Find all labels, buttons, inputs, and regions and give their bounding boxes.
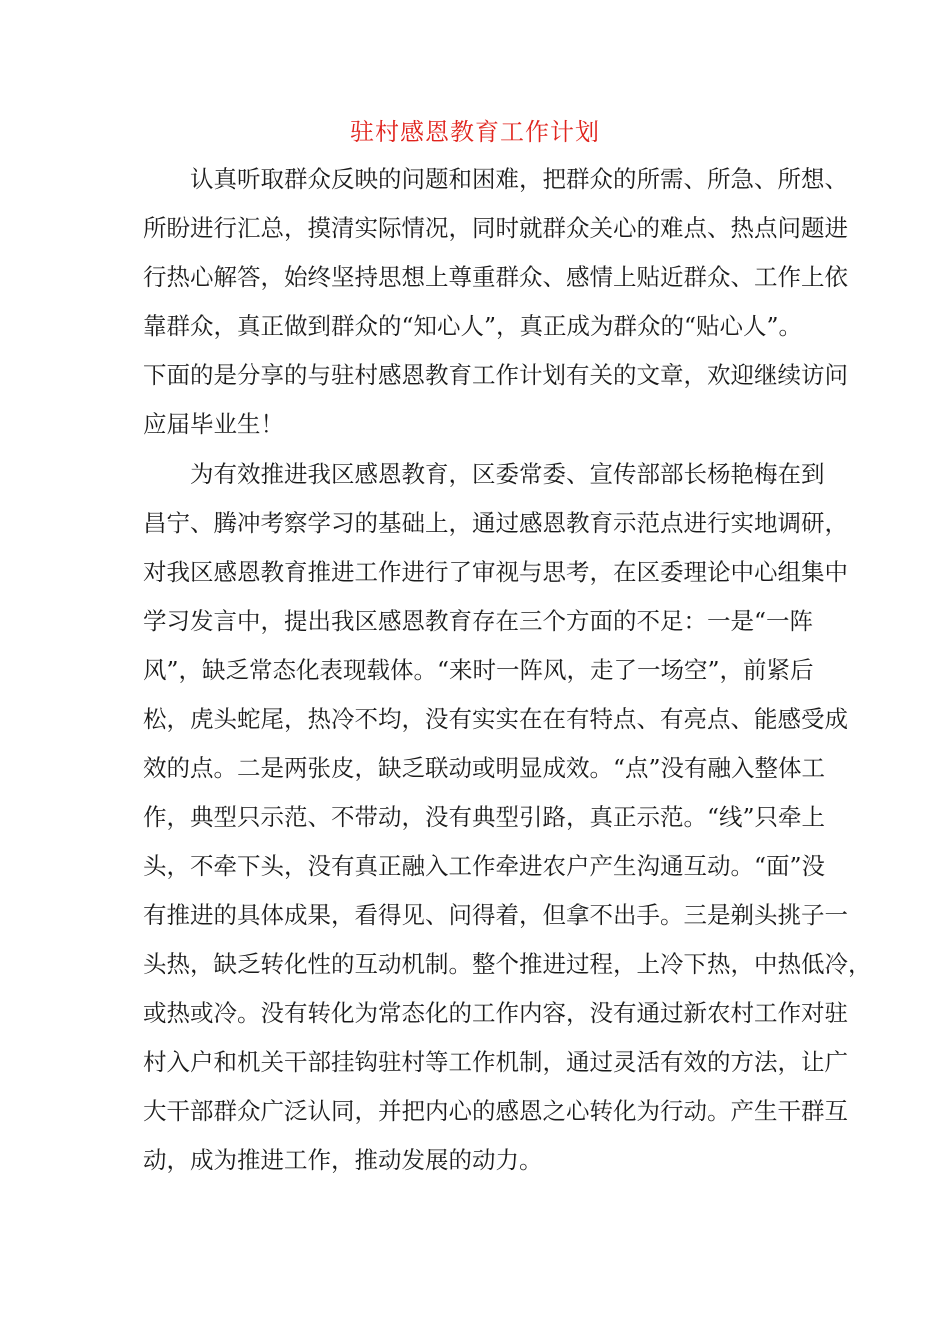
text-line: 村入户和机关干部挂钩驻村等工作机制，通过灵活有效的方法，让广	[143, 1048, 848, 1076]
text-line: 或热或冷。没有转化为常态化的工作内容，没有通过新农村工作对驻	[143, 999, 848, 1027]
text-line: 靠群众，真正做到群众的“知心人”，真正成为群众的“贴心人”。	[143, 312, 803, 340]
paragraph-main	[143, 450, 872, 1185]
text-line: 昌宁、腾冲考察学习的基础上，通过感恩教育示范点进行实地调研，	[143, 509, 848, 537]
text-line: 大干部群众广泛认同，并把内心的感恩之心转化为行动。产生干群互	[143, 1097, 848, 1125]
text-line: 松，虎头蛇尾，热冷不均，没有实实在在有特点、有亮点、能感受成	[143, 705, 848, 733]
text-line: 效的点。二是两张皮，缺乏联动或明显成效。“点”没有融入整体工	[143, 754, 826, 782]
text-line: 作，典型只示范、不带动，没有典型引路，真正示范。“线”只牵上	[143, 803, 826, 831]
text-line: 有推进的具体成果，看得见、问得着，但拿不出手。三是剃头挑子一	[143, 901, 848, 929]
document-title: 驻村感恩教育工作计划	[350, 118, 600, 146]
text-line: 风”，缺乏常态化表现载体。“来时一阵风，走了一场空”，前紧后	[143, 656, 814, 684]
text-line: 应届毕业生！	[143, 410, 284, 438]
text-line: 所盼进行汇总，摸清实际情况，同时就群众关心的难点、热点问题进	[143, 214, 848, 242]
text-line: 动，成为推进工作，推动发展的动力。	[143, 1146, 543, 1174]
text-line: 头热，缺乏转化性的互动机制。整个推进过程，上冷下热，中热低冷，	[143, 950, 872, 978]
paragraph-intro	[143, 155, 848, 449]
text-line: 为有效推进我区感恩教育，区委常委、宣传部部长杨艳梅在到	[143, 460, 825, 488]
text-line: 头，不牵下头，没有真正融入工作牵进农户产生沟通互动。“面”没	[143, 852, 826, 880]
text-line: 行热心解答，始终坚持思想上尊重群众、感情上贴近群众、工作上依	[143, 263, 848, 291]
text-line: 认真听取群众反映的问题和困难，把群众的所需、所急、所想、	[143, 165, 848, 193]
text-line: 对我区感恩教育推进工作进行了审视与思考，在区委理论中心组集中	[143, 558, 848, 586]
text-line: 学习发言中，提出我区感恩教育存在三个方面的不足：一是“一阵	[143, 607, 814, 635]
text-line: 下面的是分享的与驻村感恩教育工作计划有关的文章，欢迎继续访问	[143, 361, 848, 389]
